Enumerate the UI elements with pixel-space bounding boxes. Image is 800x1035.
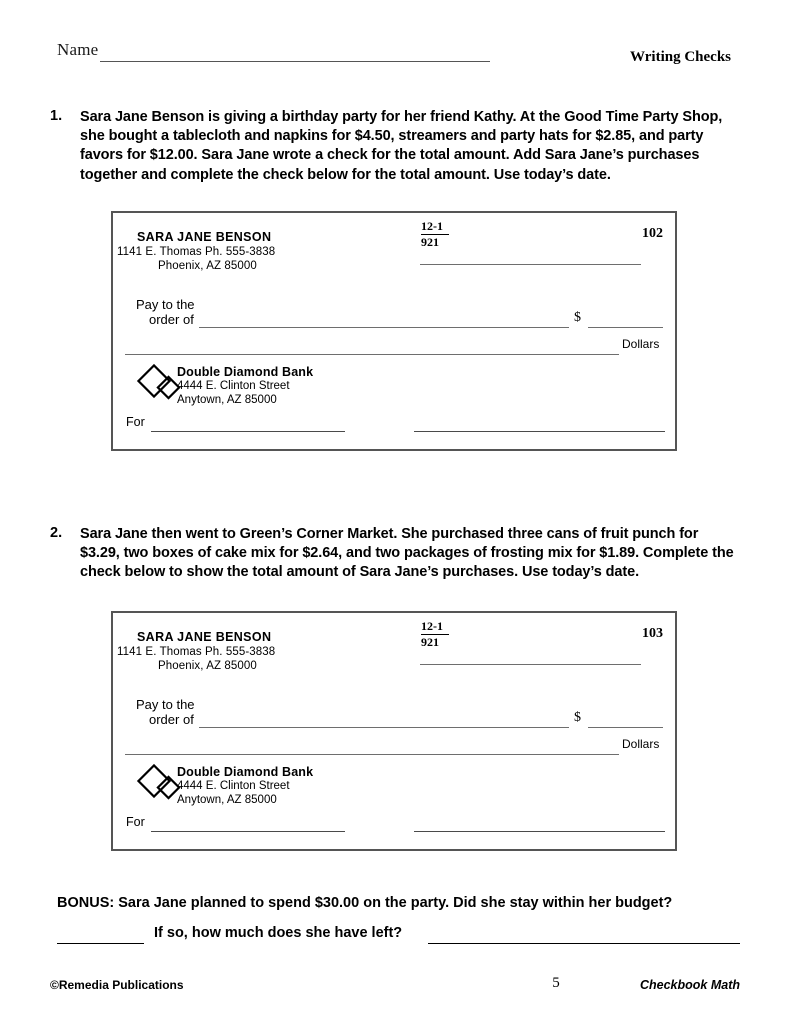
check-1-routing-fraction (421, 220, 449, 249)
check-2-payee-line[interactable] (199, 727, 569, 728)
check-1-routing-denominator: 921 (421, 234, 439, 249)
check-2-bank-address-line1: 4444 E. Clinton Street (177, 780, 290, 792)
check-1-payee-line[interactable] (199, 327, 569, 328)
check-2-dollar-sign: $ (574, 710, 581, 725)
check-1-bank-name: Double Diamond Bank (177, 365, 314, 379)
page-number: 5 (552, 975, 560, 991)
check-1-date-line[interactable] (420, 264, 641, 265)
check-1-payer-name: SARA JANE BENSON (137, 230, 272, 244)
check-1-for-line[interactable] (151, 431, 345, 432)
check-2-dollars-label: Dollars (622, 737, 660, 751)
check-2-routing-fraction (421, 620, 449, 649)
problem-1-text: Sara Jane Benson is giving a birthday party for her friend Kathy. At the Good Time Party Shop, she bought a tablecloth and napkins for $4.50, streamers and party hats for $2.85, and party favors for $12.00. Sara Jane wrote a check for the total amount. Add Sara Jane’s purchases together and complete the check below for the total amount. Use today’s date. (80, 109, 723, 183)
page-footer (50, 975, 740, 997)
problem-2-text: Sara Jane then went to Green’s Corner Market. She purchased three cans of fruit punch for $3.29, two boxes of cake mix for $2.64, and two packages of frosting mix for $1.89. Complete the check below to show the total amount of Sara Jane’s purchases. Use today’s date. (80, 526, 734, 581)
check-2-amount-line[interactable] (588, 727, 663, 728)
check-2-payer-address-line1: 1141 E. Thomas Ph. 555-3838 (117, 646, 276, 658)
copyright-notice: ©Remedia Publications (50, 978, 184, 992)
check-1-number: 102 (642, 226, 663, 241)
series-title: Checkbook Math (639, 978, 740, 992)
check-1-written-amount-line[interactable] (125, 354, 619, 355)
problem-2-number: 2. (50, 525, 63, 541)
bonus-section (57, 895, 742, 947)
problem-2 (50, 525, 740, 583)
check-1-dollars-label: Dollars (622, 337, 660, 351)
problem-1-number: 1. (50, 108, 63, 124)
check-1-signature-line[interactable] (414, 431, 665, 432)
check-2-written-amount-line[interactable] (125, 754, 619, 755)
check-1-for-label: For (126, 415, 145, 429)
check-2-signature-line[interactable] (414, 831, 665, 832)
check-1-pay-to-label-line1: Pay to the (136, 297, 195, 312)
check-1-payer-address-line1: 1141 E. Thomas Ph. 555-3838 (117, 246, 276, 258)
bonus-question-2: If so, how much does she have left? (154, 925, 403, 941)
check-1-bank-address-line1: 4444 E. Clinton Street (177, 380, 290, 392)
problem-1 (50, 108, 740, 185)
check-form-1 (111, 211, 677, 451)
check-2-routing-denominator: 921 (421, 634, 439, 649)
check-2-for-label: For (126, 815, 145, 829)
bonus-answer-line-1[interactable] (57, 943, 144, 944)
check-1-amount-line[interactable] (588, 327, 663, 328)
bonus-question-1: BONUS: Sara Jane planned to spend $30.00 on the party. Did she stay within her budget? (57, 895, 673, 911)
bonus-question-2-row (57, 923, 742, 947)
check-2-number: 103 (642, 626, 663, 641)
check-1-payer-address-line2: Phoenix, AZ 85000 (158, 260, 257, 272)
check-2-payer-address-line2: Phoenix, AZ 85000 (158, 660, 257, 672)
check-2-bank-address-line2: Anytown, AZ 85000 (177, 794, 277, 806)
check-2-payer-name: SARA JANE BENSON (137, 630, 272, 644)
check-2-bank-name: Double Diamond Bank (177, 765, 314, 779)
check-2-date-line[interactable] (420, 664, 641, 665)
check-1-pay-to-label-line2: order of (149, 312, 194, 327)
check-2-pay-to-label-line2: order of (149, 712, 194, 727)
page-title: Writing Checks (630, 49, 731, 65)
name-input-line[interactable] (100, 61, 490, 62)
check-2-routing-numerator: 12-1 (421, 620, 449, 635)
check-2-pay-to-label-line1: Pay to the (136, 697, 195, 712)
check-1-bank-address-line2: Anytown, AZ 85000 (177, 394, 277, 406)
check-2-for-line[interactable] (151, 831, 345, 832)
page-header (57, 40, 737, 70)
check-1-routing-numerator: 12-1 (421, 220, 449, 235)
bonus-answer-line-2[interactable] (428, 943, 740, 944)
check-form-2 (111, 611, 677, 851)
name-label: Name (57, 40, 99, 59)
check-1-dollar-sign: $ (574, 310, 581, 325)
